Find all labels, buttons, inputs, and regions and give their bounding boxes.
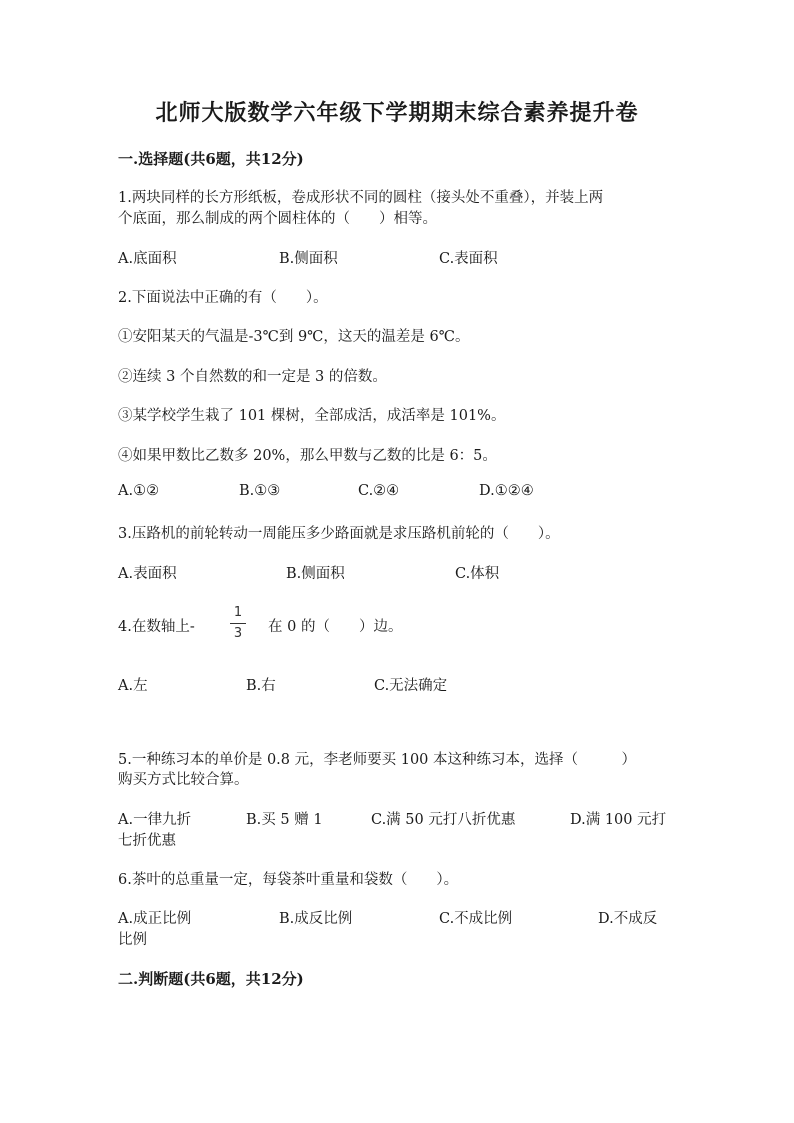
question-5-line-1: 5.一种练习本的单价是 0.8 元，李老师要买 100 本这种练习本，选择（ ）	[118, 752, 637, 768]
question-1-option-c: C.表面积	[439, 251, 498, 267]
question-1-option-a: A.底面积	[118, 251, 177, 267]
fraction-bar	[230, 623, 246, 624]
question-4-stem-before: 4.在数轴上-	[118, 619, 195, 635]
question-2-stem: 2.下面说法中正确的有（ ）。	[118, 290, 328, 306]
question-2-statement-1: ①安阳某天的气温是-3℃到 9℃，这天的温差是 6℃。	[118, 329, 470, 345]
question-6-option-c: C.不成比例	[439, 911, 513, 927]
question-6-option-a: A.成正比例	[118, 911, 192, 927]
question-4-option-b: B.右	[246, 678, 276, 694]
question-5-option-b: B.买 5 赠 1	[246, 812, 323, 828]
fraction-denominator: 3	[233, 626, 243, 641]
page-title: 北师大版数学六年级下学期期末综合素养提升卷	[155, 100, 639, 126]
question-5-line-2: 购买方式比较合算。	[118, 772, 249, 788]
question-2-statement-2: ②连续 3 个自然数的和一定是 3 的倍数。	[118, 369, 387, 385]
question-2-option-a: A.①②	[118, 483, 160, 499]
question-2-option-d: D.①②④	[479, 483, 534, 499]
question-6-option-d: D.不成反	[598, 911, 658, 927]
fraction-one-third	[228, 606, 248, 641]
question-5-option-a: A.一律九折	[118, 812, 192, 828]
question-2-statement-3: ③某学校学生栽了 101 棵树，全部成活，成活率是 101%。	[118, 408, 506, 424]
question-1-option-b: B.侧面积	[279, 251, 338, 267]
question-2-option-c: C.②④	[358, 483, 400, 499]
question-2-statement-4: ④如果甲数比乙数多 20%，那么甲数与乙数的比是 6：5。	[118, 448, 497, 464]
question-3-option-b: B.侧面积	[286, 566, 345, 582]
question-1-line-2: 个底面，那么制成的两个圆柱体的（ ）相等。	[118, 211, 437, 227]
question-3-option-c: C.体积	[455, 566, 500, 582]
section-heading-judgment: 二.判断题(共6题，共12分)	[118, 970, 304, 988]
question-5-option-c: C.满 50 元打八折优惠	[371, 812, 516, 828]
question-3-stem: 3.压路机的前轮转动一周能压多少路面就是求压路机前轮的（ ）。	[118, 526, 560, 542]
question-4-option-c: C.无法确定	[374, 678, 448, 694]
question-2-option-b: B.①③	[239, 483, 281, 499]
question-5-option-d-continued: 七折优惠	[118, 833, 176, 849]
question-4-stem-after: 在 0 的（ ）边。	[268, 619, 403, 635]
question-3-option-a: A.表面积	[118, 566, 177, 582]
question-6-option-b: B.成反比例	[279, 911, 353, 927]
question-6-stem: 6.茶叶的总重量一定，每袋茶叶重量和袋数（ ）。	[118, 872, 459, 888]
question-5-option-d: D.满 100 元打	[570, 812, 667, 828]
question-4-option-a: A.左	[118, 678, 148, 694]
question-1-line-1: 1.两块同样的长方形纸板，卷成形状不同的圆柱（接头处不重叠），并装上两	[118, 190, 604, 206]
section-heading-choice: 一.选择题(共6题，共12分)	[118, 150, 304, 168]
fraction-numerator: 1	[233, 605, 243, 620]
question-6-option-d-continued: 比例	[118, 932, 147, 948]
